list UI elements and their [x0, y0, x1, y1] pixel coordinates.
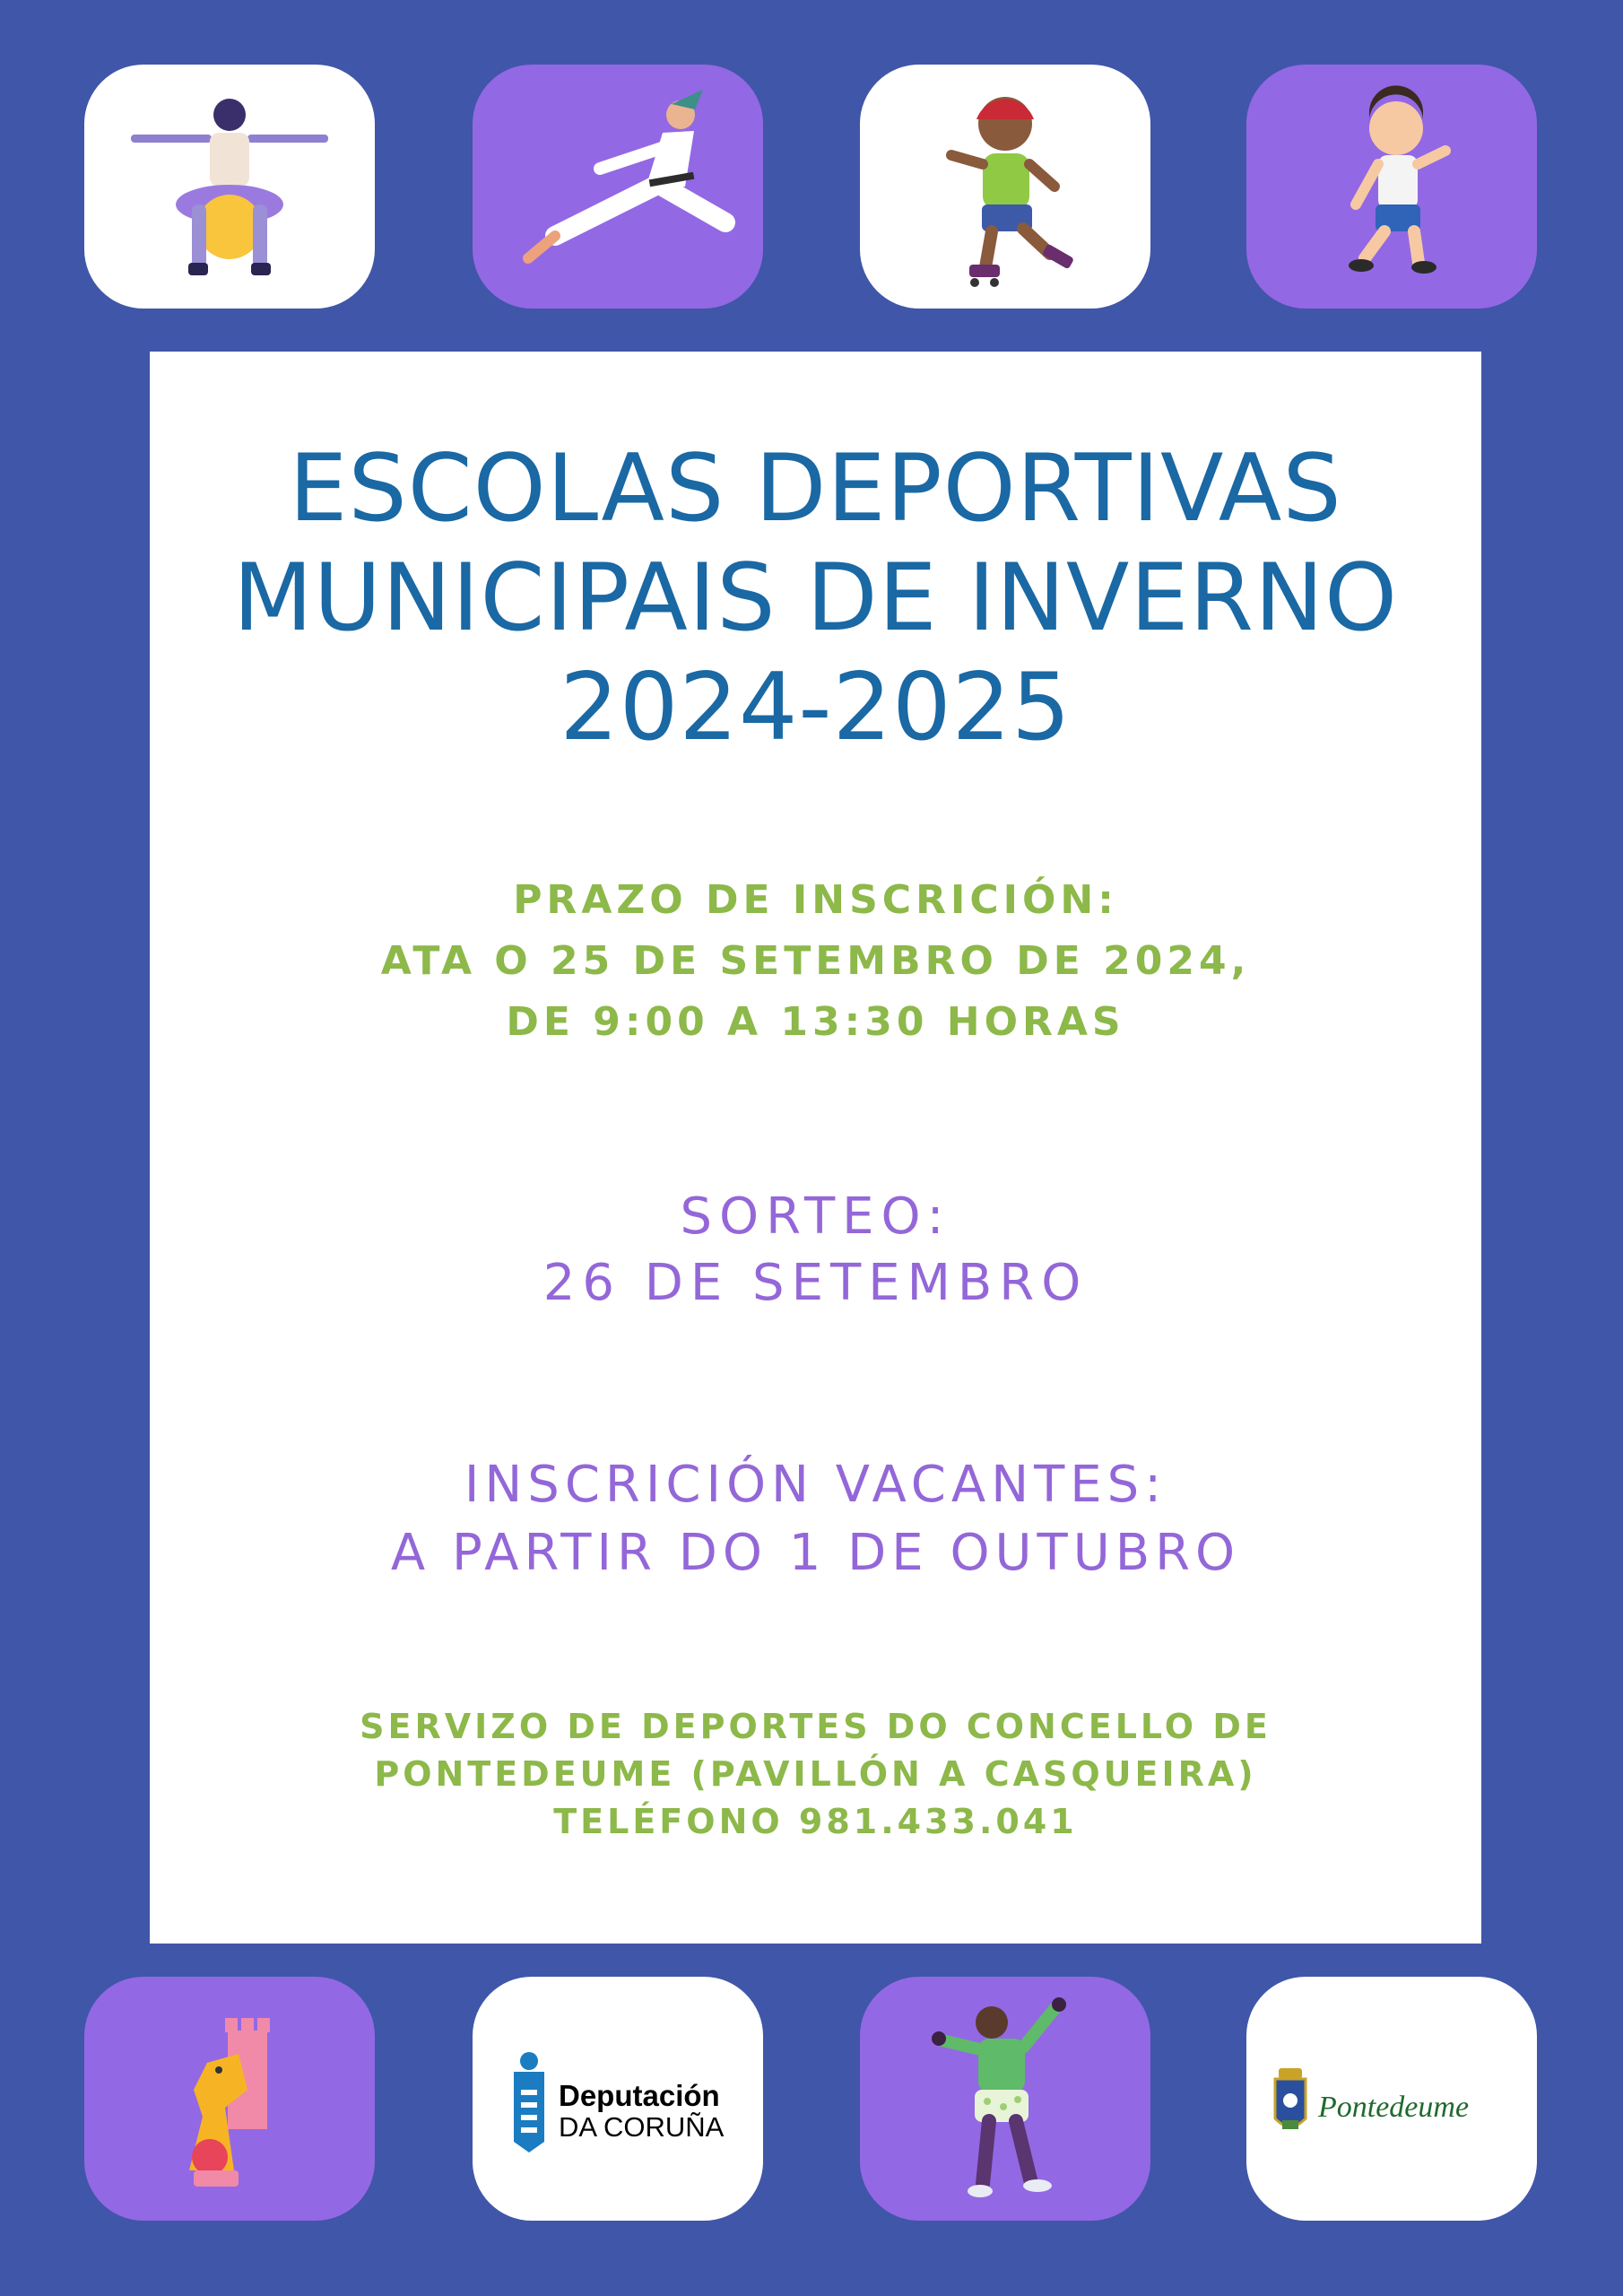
roller-skater-icon	[889, 74, 1122, 299]
inscription-period-hours: DE 9:00 A 13:30 HORAS	[506, 999, 1125, 1045]
inscription-period-label: PRAZO DE INSCRICIÓN:	[513, 877, 1118, 923]
tile-dancer	[860, 1977, 1150, 2221]
dancer-icon	[907, 1987, 1104, 2211]
pontedeume-logo-text: Pontedeume	[1318, 2091, 1470, 2124]
tile-chess	[84, 1977, 375, 2221]
info-panel	[150, 352, 1481, 1944]
martial-arts-kick-icon	[492, 79, 743, 294]
draw-info	[150, 1184, 1481, 1317]
title-line-1: ESCOLAS DEPORTIVAS	[289, 435, 1342, 543]
tile-martial-arts	[473, 65, 763, 309]
pontedeume-logo	[1266, 2045, 1517, 2152]
fitness-ball-person-icon	[113, 79, 346, 294]
tile-fitness-ball	[84, 65, 375, 309]
contact-phone: TELÉFONO 981.433.041	[553, 1802, 1078, 1841]
contact-line-1: SERVIZO DE DEPORTES DO CONCELLO DE	[360, 1707, 1271, 1746]
draw-label: SORTEO:	[680, 1187, 951, 1246]
vacancies-date: A PARTIR DO 1 DE OUTUBRO	[390, 1524, 1241, 1582]
draw-date: 26 DE SETEMBRO	[542, 1254, 1089, 1312]
deputacion-logo-text-1: Deputación	[559, 2079, 720, 2112]
page-title	[150, 434, 1481, 762]
tile-pontedeume-logo	[1246, 1977, 1537, 2221]
vacancies-label: INSCRICIÓN VACANTES:	[464, 1456, 1167, 1514]
deputacion-da-coruna-logo	[501, 2036, 734, 2161]
tile-deputacion-logo	[473, 1977, 763, 2221]
vacancies-info	[150, 1451, 1481, 1587]
inscription-period-date: ATA O 25 DE SETEMBRO DE 2024,	[380, 938, 1251, 984]
title-line-3: 2024-2025	[560, 654, 1072, 761]
inscription-period	[150, 870, 1481, 1053]
tile-runner	[1246, 65, 1537, 309]
contact-line-2: PONTEDEUME (PAVILLÓN A CASQUEIRA)	[374, 1754, 1257, 1794]
tile-skater	[860, 65, 1150, 309]
title-line-2: MUNICIPAIS DE INVERNO	[232, 544, 1399, 652]
chess-pieces-icon	[140, 1991, 319, 2206]
contact-info	[150, 1703, 1481, 1846]
deputacion-logo-text-2: DA CORUÑA	[559, 2111, 725, 2143]
running-boy-icon	[1284, 79, 1499, 294]
